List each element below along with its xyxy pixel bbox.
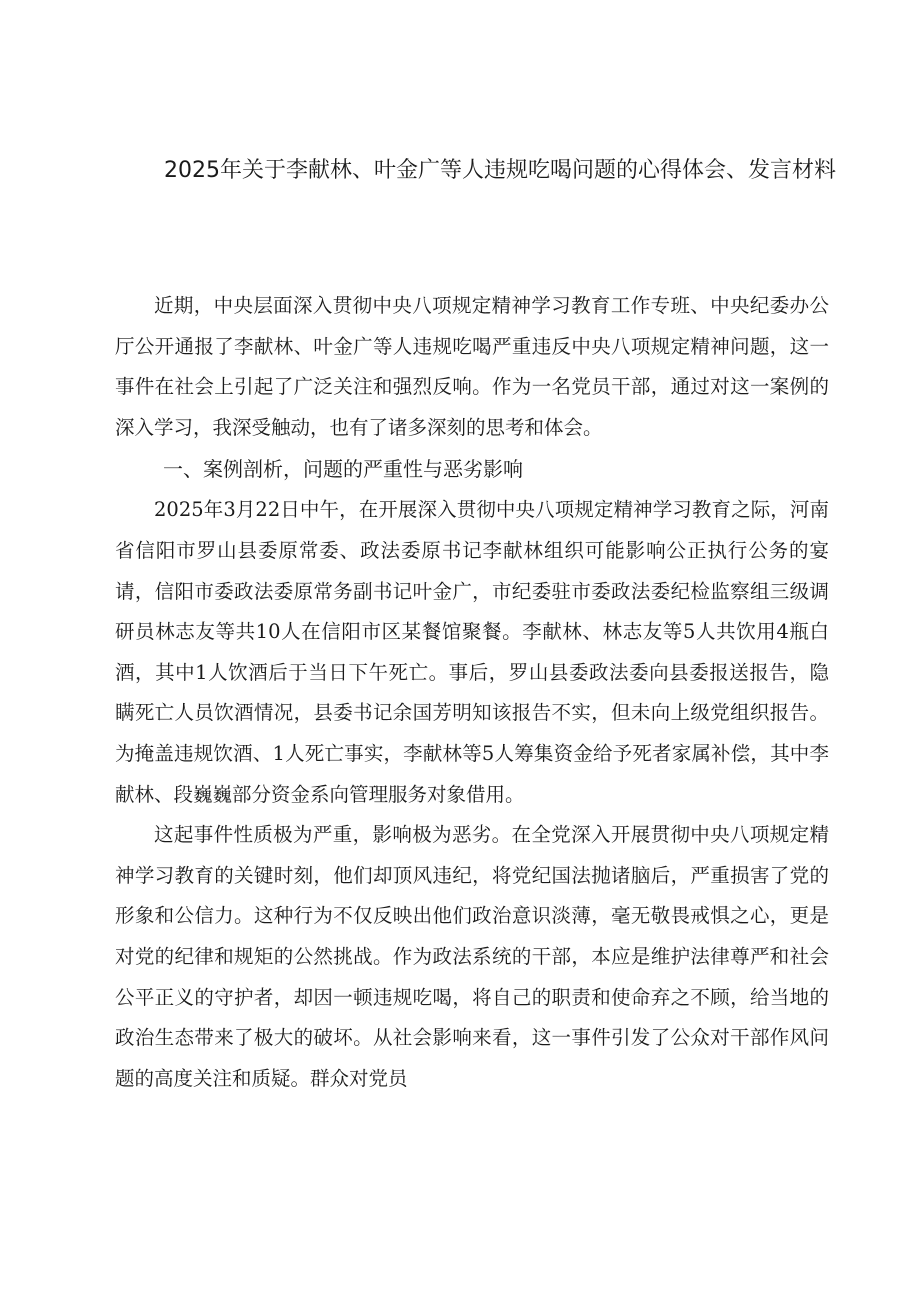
document-title: 2025年关于李献林、叶金广等人违规吃喝问题的心得体会、发言材料 — [164, 158, 836, 183]
body-paragraph: 这起事件性质极为严重，影响极为恶劣。在全党深入开展贯彻中央八项规定精神学习教育的关键时刻，他们却顶风违纪，将党纪国法抛诸脑后，严重损害了党的形象和公信力。这种行为不仅反映出他们政治意识淡薄，毫无敬畏戒惧之心，更是对党的纪律和规矩的公然挑战。作为政法系统的干部，本应是维护法律尊严和社会公平正义的守护者，却因一顿违规吃喝，将自己的职责和使命弃之不顾，给当地的政治生态带来了极大的破坏。从社会影响来看，这一事件引发了公众对干部作风问题的高度关注和质疑。群众对党员 — [115, 823, 829, 1090]
intro-paragraph: 近期，中央层面深入贯彻中央八项规定精神学习教育工作专班、中央纪委办公厅公开通报了李献林、叶金广等人违规吃喝严重违反中央八项规定精神问题，这一事件在社会上引起了广泛关注和强烈反响。作为一名党员干部，通过对这一案例的深入学习，我深受触动，也有了诸多深刻的思考和体会。 — [115, 294, 829, 439]
body-paragraph: 2025年3月22日中午，在开展深入贯彻中央八项规定精神学习教育之际，河南省信阳市罗山县委原常委、政法委原书记李献林组织可能影响公正执行公务的宴请，信阳市委政法委原常务副书记叶金广，市纪委驻市委政法委纪检监察组三级调研员林志友等共10人在信阳市区某餐馆聚餐。李献林、林志友等5人共饮用4瓶白酒，其中1人饮酒后于当日下午死亡。事后，罗山县委政法委向县委报送报告，隐瞒死亡人员饮酒情况，县委书记余国芳明知该报告不实，但未向上级党组织报告。为掩盖违规饮酒、1人死亡事实，李献林等5人筹集资金给予死者家属补偿，其中李献林、段巍巍部分资金系向管理服务对象借用。 — [115, 498, 829, 806]
document-body — [115, 286, 829, 1099]
section-heading: 一、案例剖析，问题的严重性与恶劣影响 — [163, 457, 523, 482]
